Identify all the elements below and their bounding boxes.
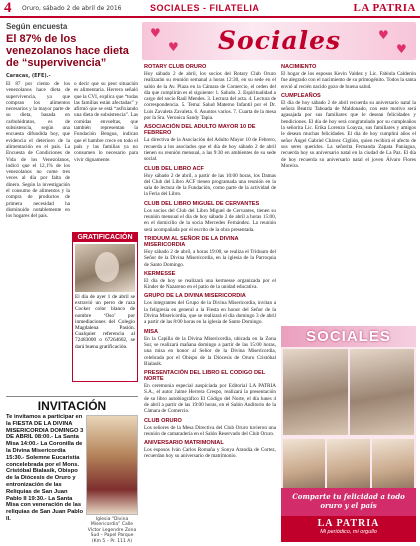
- ad-footer: [281, 516, 416, 542]
- newspaper-logo: LA PATRIA: [353, 2, 416, 14]
- note-heading: KERMESSE: [144, 270, 176, 277]
- article-kicker: Según encuesta: [6, 22, 68, 31]
- note-heading: CLUB DEL LIBRO MIGUEL DE CERVANTES: [144, 200, 260, 207]
- banner-title: Sociales: [218, 26, 342, 55]
- divine-mercy-image: [86, 415, 138, 515]
- note-heading: ASOCIACIÓN DEL ADULTO MAYOR 10 DE FEBRERO: [144, 124, 256, 137]
- sociales-ad-box: [281, 326, 416, 542]
- article-byline: Caracas, (EFE).-: [6, 73, 51, 79]
- social-photo: [350, 349, 415, 435]
- note-heading: CLUB DEL LIBRO ACF: [144, 165, 204, 172]
- birthday-column: [281, 64, 416, 324]
- note-text: Los esposos Iván Carlos Romaña y Sonya Arandia de Cortez, recuerdan hoy su aniversario de matrimonio.: [144, 447, 276, 460]
- invitation-title: INVITACIÓN: [37, 399, 107, 413]
- page-header: [0, 0, 420, 18]
- heart-icon: ♥: [396, 42, 407, 56]
- note-heading: NACIMIENTO: [281, 64, 317, 70]
- note-heading: CUMPLEAÑOS: [281, 92, 321, 99]
- note-text: Hoy sábado 2 de abril, a partir de las 10:00 horas, los Damas del Club del Libro ACF tienen programada una reunión en la sala de lectura de la Fundación, como parte de la actividad de la Feria del Libro.: [144, 172, 276, 198]
- note-heading: ROTARY CLUB ORURO: [144, 64, 207, 70]
- photo-row: [281, 347, 416, 437]
- share-ad-text: Comparte tu felicidad a todo oruro y el país: [281, 488, 416, 516]
- article-headline: El 87% de los venezolanos hace dieta de “supervivencia”: [6, 33, 129, 69]
- note-heading: PRESENTACIÓN DEL LIBRO EL CODIGO DEL NORTE: [144, 370, 266, 383]
- page-number: 4: [4, 0, 12, 16]
- dog-photo: [75, 244, 135, 292]
- note-heading: GRUPO DE LA DIVINA MISERICORDIA: [144, 293, 246, 300]
- article-body: [6, 81, 138, 220]
- note-text: Los señores de la Mesa Directiva del Club Oruro tuvieron una reunión de camaradería en el Salón Reservado del Club Oruro.: [144, 424, 276, 437]
- gratification-notice: [72, 232, 138, 382]
- note-text: En la Capilla de la Divina Misericordia, ubicada en la Zona Sur, se realizará mañana domingo a partir de las 15:00 horas, una misa en honor al Señor de la Divina Misericordia, celebrada por el Obispo de la Diócesis de Oruro Cristóbal Bialasik.: [144, 335, 276, 367]
- note-heading: CLUB ORURO: [144, 417, 182, 424]
- note-text: Los integrantes del Grupo de la Divina Misericordia, invitan a la feligresía en general a la Fiesta en honor del Señor de la Divina Misericordia, que se realizará el día domingo 3 de abril a partir de las 8:00 horas en la iglesia de Santo Domingo.: [144, 300, 276, 326]
- note-text: En ceremonia especial auspiciada por Editorial LA PATRIA S.A., el autor Jaime Herrera Crespo, realizará la presentación de su libro autobiográfico El Código del Norte, el día lunes 4 de abril a partir de las 19:00 horas, en el Salón Auditorio de la Cámara de Comercio.: [144, 383, 276, 415]
- note-text: Los socios del Club del Libro Miguel de Cervantes, tienen su reunión mensual el día de hoy sábado 2 de abril a horas 15:00, en el domicilio de la socia Mercedes Fernández. La reunión será acompañada por el escrito de la obra presentada.: [144, 207, 276, 233]
- section-title: SOCIALES - FILATELIA: [150, 3, 260, 13]
- note-text: Hoy sábado 2 de abril, a horas 19:00, se realiza el Triduum del Señor de la Divina Misericordia, en la iglesia de la Parroquia de Santo Domingo.: [144, 248, 276, 268]
- social-photo: [283, 349, 348, 435]
- invitation-caption: Iglesia “Divina Misericordia” Calle Víctor Legendre Zona Sud – Papel Parque (Km 5 – Pr. 111 A): [87, 517, 137, 544]
- note-heading: MISA: [144, 328, 158, 335]
- invitation-box: [6, 396, 138, 542]
- invitation-text: Te invitamos a participar en la FIESTA DE LA DIVINA MISERICORDIA DOMINGO 3 DE ABRIL 08:00.- La Santa Misa 14:00.- La Coronilla de la Divina Misericordia 15:30.- Solemne Eucaristía concelebrada por el Mons. Cristóbal Bialasik, Obispo de la Diócesis de Oruro y entronización de las Reliquias de San Juan Pablo II 19:30.- La Santa Misa con veneración de las reliquias de San Juan Pablo II.: [6, 414, 84, 522]
- heart-icon: ♥: [150, 26, 161, 40]
- note-text: El día de hoy se realizará una kermesse organizada por el Kínder de Nazareno en el patio de la unidad educativa.: [144, 277, 276, 291]
- note-heading: TRIDUUM AL SEÑOR DE LA DIVINA MISERICORDIA: [144, 235, 239, 248]
- note-heading: ANIVERSARIO MATRIMONIAL: [144, 440, 224, 447]
- note-text: La directiva de la Asociación del Adulto Mayor 10 de Febrero, recuerda a los asociados que el día de hoy sábado 2 de abril tienen su reunión mensual, a las 9:30 en ambientes de su sede social.: [144, 137, 276, 163]
- article-text-col2: o decir que su peor situación es alimentaria. Herrera señaló que la CVI, explica que “todas las familias están afectadas” y afirmó que se está “asfixiando una dieta de subsistencia”. Las comidas envueltas, que también representan la Fundación Bengoa, indican que el hambre crece en todo el país y las familias ya no consumen lo necesario para vivir dignamente.: [74, 81, 138, 163]
- gratification-title: GRATIFICACIÓN: [73, 233, 137, 242]
- ad-footer-title: LA PATRIA: [317, 518, 380, 529]
- gratification-text: El día de ayer 1 de abril se extravió un perro de raza Cocker color blanco de nombre ‘Oso’ por inmediaciones del Colegio Magdalena Pasión. Cualquier referencia al 72483000 o 67264602, se dará buena gratificación.: [75, 294, 135, 350]
- note-text: El día de hoy sábado 2 de abril recuerda su aniversario natal la señora Beatriz Taboada de Maldonado, con este motivo será agasajada por sus familiares que le desean felicidades y bendiciones. El día de hoy será congratulado por su cumpleaños la señorita Lic. Erika Lorenzo Loayza, sus familiares y amigos le desean muchas felicidades. El día de hoy cumplirá años el señor Ángel Gabriel Chávez Ciglión, quien recibirá el afecto de sus seres queridos. La señorita Fernanda Zapata Paniagua, recuerda hoy su aniversario natal en la ciudad de La Paz. El día de hoy recuerda su aniversario natal el joven Álvaro Flores Moreira.: [281, 99, 416, 169]
- heart-icon: ♥: [378, 28, 389, 42]
- sociales-banner: [142, 22, 416, 60]
- sociales-box-title: SOCIALES: [281, 326, 416, 347]
- ad-footer-slogan: Mi periódico, mi orgullo: [320, 529, 377, 535]
- article-text-col1: El 87 por ciento de los venezolanos hace dieta de supervivencia, ya que compran los alimentos necesarios y la mayor parte de su dieta, basada en carbohidratos, es de subsistencia, según una encuesta difundida hoy, que evidencia el deterioro de la alimentación en el país. La Encuesta de Condiciones de Vida de los Venezolanos, indicó que el 12,1% de los venezolanos no come tres veces al día por falta de dinero. Según la investigación el consumo de alimentos y la compra de productos de primera necesidad ha disminuido notablemente en los hogares del país.: [6, 81, 70, 220]
- note-text: Hoy sábado 2 de abril, los socios del Rotary Club Oruro realizarán su reunión semanal a horas 12:30, en su sede en el salón de la Av. Plaza en la Cámara de Comercio, el orden del día que cumplirán es el siguiente: 1. Saludo. 2. Espiritualidad a cargo del socio Raúl Mendes. 3. Lectura del acta. 4. Lectura de correspondencia. 5. Tema: Salud Materno Infantil por el Dr. Luis Zavaleta Zavaleta. 6. Asuntos varios. 7. Cuarta de la mesa por la Sra. Veronica Sandy Tapia.: [144, 71, 276, 122]
- note-text: El hogar de los esposos Kevin Valdez y Lic. Fabiola Calderón fue alegrado con el nacimiento de su primogénito. Todos la santa envió al recién nacido gozo de buena salud.: [281, 71, 416, 90]
- page-date: Oruro, sábado 2 de abril de 2016: [22, 5, 122, 12]
- social-notes-column: [144, 64, 276, 544]
- heart-icon: ♥: [168, 40, 179, 54]
